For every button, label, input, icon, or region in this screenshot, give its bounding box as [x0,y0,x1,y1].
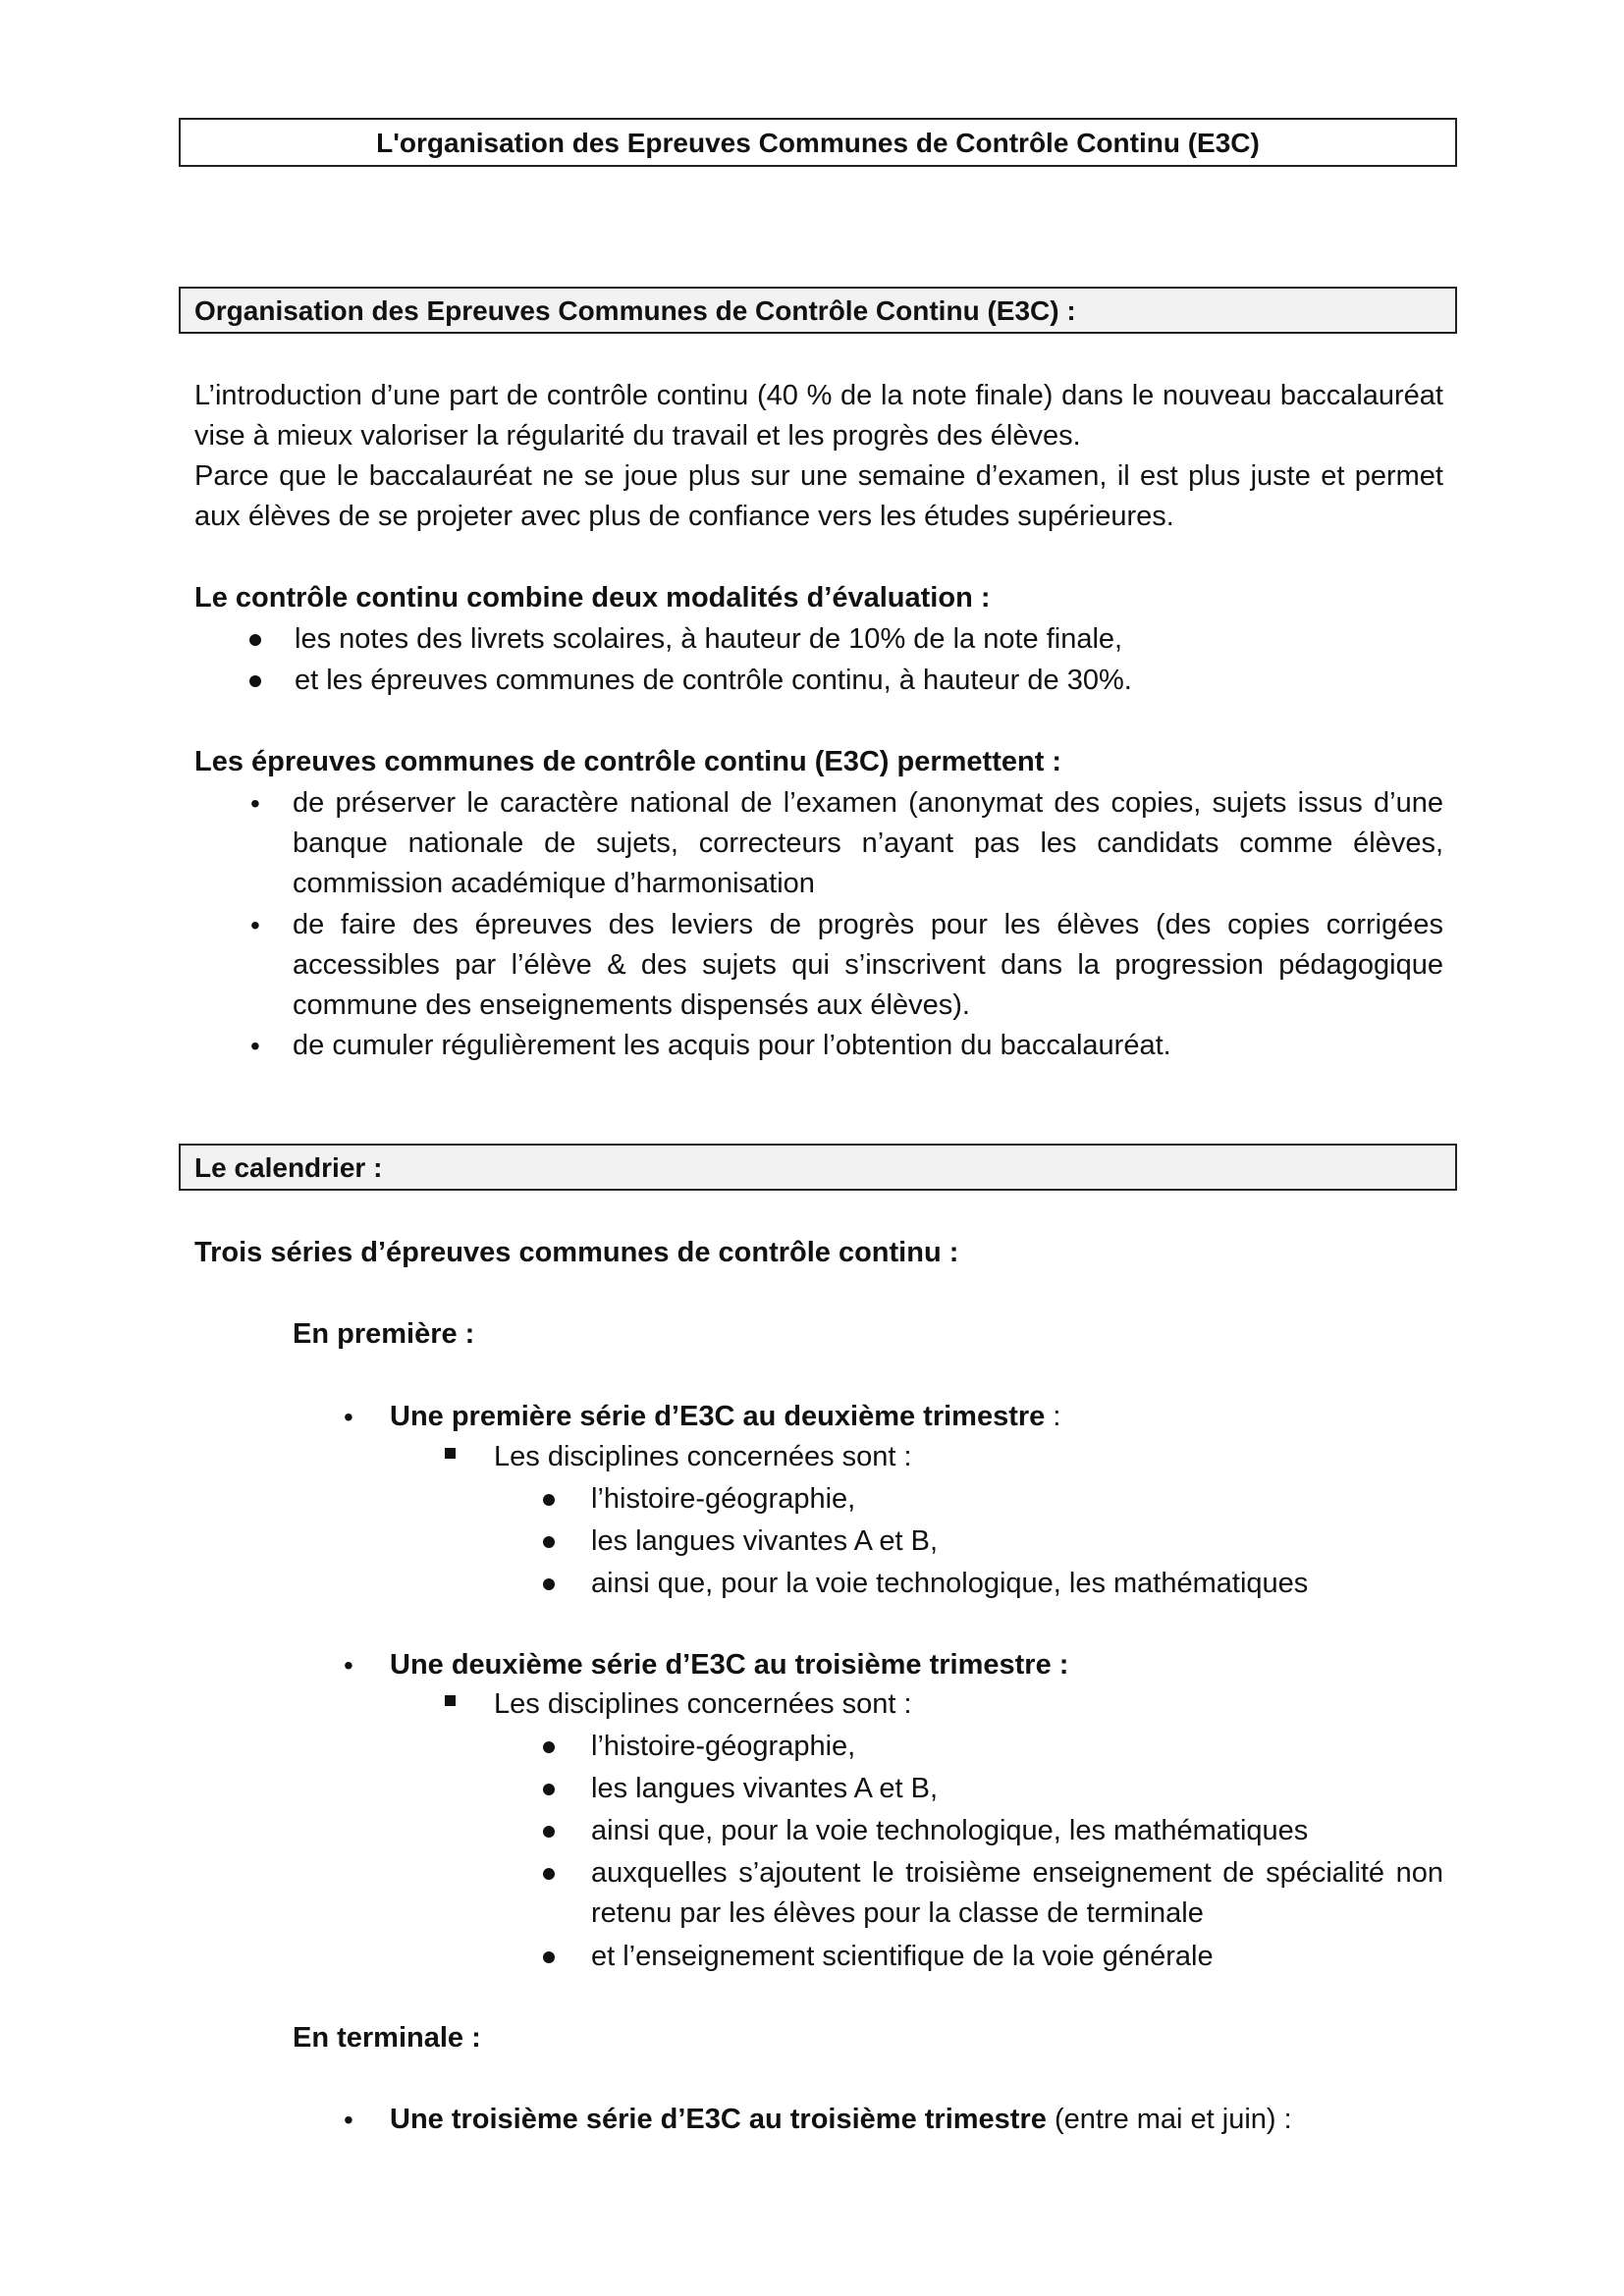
bullet-icon: • [344,1650,353,1681]
serie-3-title: Une troisième série d’E3C au troisième trimestre (entre mai et juin) : [390,2104,1292,2135]
square-bullet-icon [445,1448,456,1459]
permettent-heading: Les épreuves communes de contrôle continu (E3C) permettent : [194,746,1062,777]
section-heading-organisation: Organisation des Epreuves Communes de Contrôle Continu (E3C) : [179,287,1457,334]
bullet-icon: • [344,2105,353,2135]
serie-1-title: Une première série d’E3C au deuxième trimestre : [390,1401,1061,1432]
bullet-icon [543,1826,555,1838]
modalite-item: les notes des livrets scolaires, à hauteur de 10% de la note finale, [295,623,1123,655]
section-heading-calendrier: Le calendrier : [179,1144,1457,1191]
bullet-icon [543,1578,555,1590]
bullet-icon: • [250,910,260,940]
bullet-icon [543,1951,555,1963]
series-heading: Trois séries d’épreuves communes de contrôle continu : [194,1237,959,1268]
bullet-icon: • [344,1402,353,1432]
intro-paragraph-2: Parce que le baccalauréat ne se joue plus sur une semaine d’examen, il est plus juste et permet aux élèves de se projeter avec plus de confiance vers les études supérieures. [194,460,1443,532]
discipline-item: l’histoire-géographie, [591,1483,856,1515]
modalite-item: et les épreuves communes de contrôle continu, à hauteur de 30%. [295,665,1132,696]
discipline-item: les langues vivantes A et B, [591,1773,939,1804]
bullet-icon: • [250,788,260,819]
terminale-heading: En terminale : [293,2022,481,2054]
bullet-icon [249,675,261,687]
modalites-heading: Le contrôle continu combine deux modalités d’évaluation : [194,582,991,614]
bullet-icon: • [250,1031,260,1061]
discipline-item: ainsi que, pour la voie technologique, les mathématiques [591,1568,1309,1599]
discipline-item: les langues vivantes A et B, [591,1525,939,1557]
bullet-icon [543,1494,555,1506]
bullet-icon [249,634,261,646]
discipline-item: auxquelles s’ajoutent le troisième enseignement de spécialité non retenu par les élèves pour la classe de terminale [591,1857,1443,1929]
permettent-item: de cumuler régulièrement les acquis pour l’obtention du baccalauréat. [293,1030,1171,1061]
bullet-icon [543,1741,555,1753]
serie-1-subtitle: Les disciplines concernées sont : [494,1441,912,1472]
permettent-item: de préserver le caractère national de l’examen (anonymat des copies, sujets issus d’une banque nationale de sujets, correcteurs n’ayant pas les candidats comme élèves, commission académique d’harmonisation [293,787,1443,899]
bullet-icon [543,1536,555,1548]
square-bullet-icon [445,1695,456,1706]
serie-2-title: Une deuxième série d’E3C au troisième trimestre : [390,1649,1069,1681]
discipline-item: et l’enseignement scientifique de la voie générale [591,1941,1214,1972]
discipline-item: l’histoire-géographie, [591,1731,856,1762]
premiere-heading: En première : [293,1318,475,1350]
serie-2-subtitle: Les disciplines concernées sont : [494,1688,912,1720]
discipline-item: ainsi que, pour la voie technologique, les mathématiques [591,1815,1309,1846]
intro-paragraph-1: L’introduction d’une part de contrôle continu (40 % de la note finale) dans le nouveau baccalauréat vise à mieux valoriser la régularité du travail et les progrès des élèves. [194,380,1443,452]
document-title: L'organisation des Epreuves Communes de Contrôle Continu (E3C) [179,118,1457,167]
permettent-item: de faire des épreuves des leviers de progrès pour les élèves (des copies corrigées accessibles par l’élève & des sujets qui s’inscrivent dans la progression pédagogique commune des enseignements dispensés aux élèves). [293,909,1443,1021]
bullet-icon [543,1784,555,1795]
bullet-icon [543,1868,555,1880]
